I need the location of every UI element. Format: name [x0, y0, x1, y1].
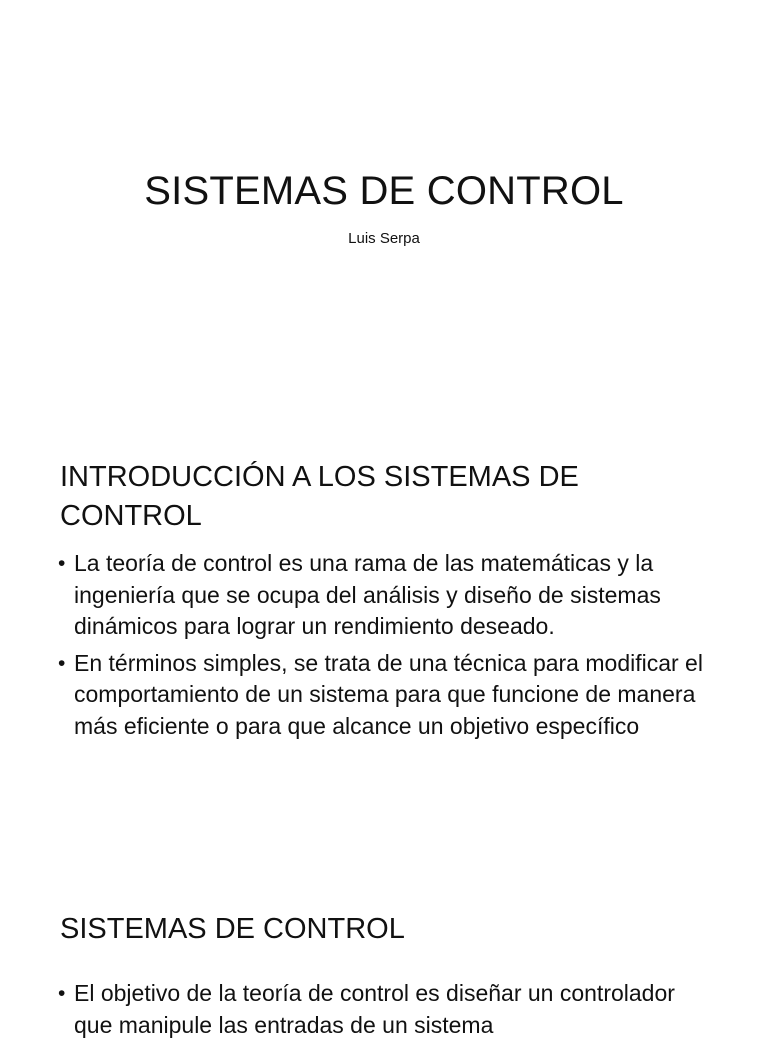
title-slide — [0, 0, 768, 420]
intro-bullet-list — [58, 548, 708, 747]
bullet-text: La teoría de control es una rama de las matemáticas y la ingeniería que se ocupa del análisis y diseño de sistemas dinámicos para lograr un rendimiento deseado. — [74, 550, 661, 639]
control-systems-slide — [0, 850, 768, 1038]
bullet-item — [58, 978, 708, 1041]
bullet-icon: • — [58, 651, 66, 675]
author-name: Luis Serpa — [348, 230, 420, 247]
bullet-icon: • — [58, 982, 66, 1005]
bullet-icon: • — [58, 552, 66, 575]
control-bullet-list — [58, 978, 708, 1046]
bullet-item — [58, 548, 708, 643]
bullet-text: En términos simples, se trata de una técnica para modificar el comportamiento de un sistema para que funcione de manera más eficiente o para que alcance un objetivo específico — [74, 649, 703, 739]
bullet-item — [58, 648, 708, 743]
control-slide-title: SISTEMAS DE CONTROL — [60, 913, 405, 945]
bullet-text: El objetivo de la teoría de control es diseñar un controlador que manipule las entradas de un sistema — [74, 980, 675, 1038]
intro-slide-title: INTRODUCCIÓN A LOS SISTEMAS DE CONTROL — [60, 461, 579, 532]
presentation-title: SISTEMAS DE CONTROL — [144, 169, 624, 213]
intro-slide — [0, 420, 768, 850]
